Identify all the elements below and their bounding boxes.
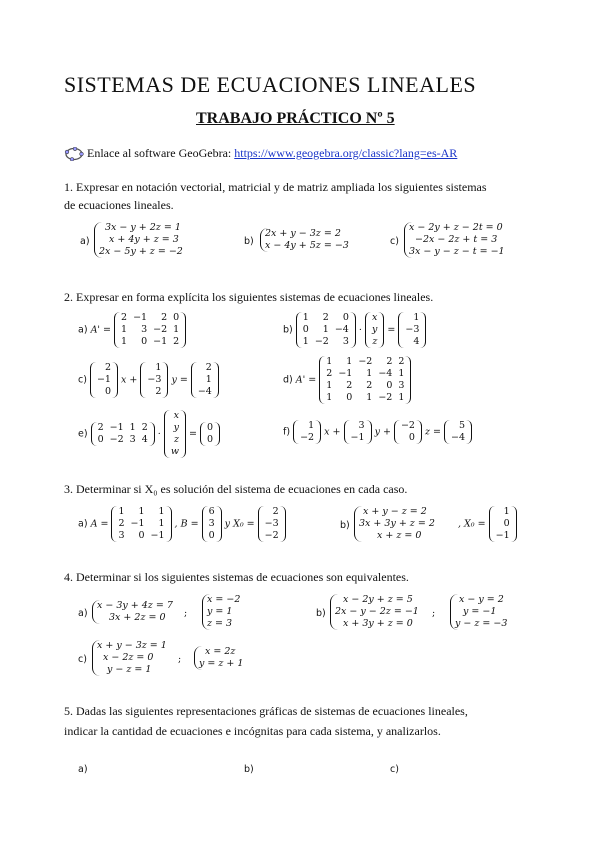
matrix-row	[369, 312, 380, 324]
q4-b-system1	[330, 594, 419, 630]
matrix-cell: 0	[207, 434, 214, 445]
matrix-cell: 1	[322, 324, 329, 335]
q3-a-vector-X0	[258, 506, 286, 542]
matrix-cell: 1	[308, 420, 315, 431]
matrix-row	[144, 386, 164, 398]
matrix-cell: 0	[104, 386, 111, 397]
q1-b-system	[260, 228, 349, 252]
matrix-row	[115, 506, 167, 518]
geogebra-icon	[64, 147, 84, 161]
matrix-row	[204, 422, 216, 434]
matrix-cell: −1	[338, 368, 353, 379]
equation: x − 3y + 4z = 7	[97, 600, 173, 611]
q2-f-label: f)	[283, 426, 291, 438]
q2-a-lhs: A' =	[90, 324, 112, 336]
matrix-cell: 4	[141, 434, 148, 445]
q2-a-label: a)	[78, 324, 88, 336]
q2-b-rhs	[398, 312, 426, 348]
q2-c-v3	[191, 362, 219, 398]
q2-c-v2	[140, 362, 168, 398]
q4-text: 4. Determinar si los siguientes sistemas de ecuaciones son equivalentes.	[64, 570, 409, 584]
matrix-cell: 1	[398, 368, 405, 379]
matrix-row	[195, 386, 215, 398]
matrix-row	[369, 324, 380, 336]
q3-b-system	[354, 506, 435, 542]
matrix-cell: 1	[326, 356, 333, 367]
matrix-cell: 0	[408, 432, 415, 443]
q2-f-v4	[444, 420, 472, 444]
matrix-cell: −2	[300, 432, 315, 443]
matrix-row	[118, 324, 182, 336]
matrix-cell: 2	[104, 362, 111, 373]
separator: ;	[178, 654, 182, 665]
page-subtitle: TRABAJO PRÁCTICO Nº 5	[196, 110, 395, 127]
q2-c-x: x +	[121, 374, 138, 386]
q3-a-B: , B =	[174, 518, 199, 530]
q1-a-system	[94, 222, 183, 258]
q1-b-label: b)	[244, 236, 254, 247]
matrix-cell: 3	[208, 518, 215, 529]
matrix-cell: 1	[158, 506, 165, 517]
matrix-cell: 3	[342, 336, 349, 347]
separator: ;	[184, 608, 188, 619]
matrix-cell: 1	[155, 362, 162, 373]
q2-e-label: e)	[78, 428, 88, 440]
matrix-cell: −2	[358, 356, 373, 367]
equation: y = 1	[207, 606, 233, 617]
matrix-cell: −4	[334, 324, 349, 335]
matrix-row	[94, 374, 114, 386]
q4-a-system1	[92, 600, 173, 624]
q5-label-c: c)	[390, 764, 399, 775]
q3-a-label: a)	[78, 518, 88, 530]
q2-e-rhs	[200, 422, 220, 446]
matrix-row	[398, 432, 418, 444]
equation: 2x + y − 3z = 2	[265, 228, 341, 239]
matrix-cell: 1	[366, 368, 373, 379]
matrix-row	[493, 518, 513, 530]
matrix-cell: 2	[141, 422, 148, 433]
matrix-row	[95, 422, 151, 434]
matrix-cell: −2	[378, 392, 393, 403]
q2-f-v1	[293, 420, 321, 444]
q2-f-y: y +	[374, 426, 391, 438]
dot-operator: ·	[358, 324, 362, 336]
matrix-row	[323, 392, 407, 404]
matrix-cell: 1	[346, 356, 353, 367]
matrix-cell: −1	[350, 432, 365, 443]
matrix-cell: −2	[153, 324, 168, 335]
matrix-cell: 3	[358, 420, 365, 431]
matrix-row	[168, 410, 182, 422]
matrix-cell: 2	[121, 312, 128, 323]
q2-f-x: x +	[324, 426, 341, 438]
matrix-row	[493, 530, 513, 542]
q2-d-label: d)	[283, 374, 293, 386]
equation: 3x + 3y + z = 2	[359, 518, 435, 529]
matrix-cell: 3	[118, 530, 125, 541]
matrix-cell: −4	[197, 386, 212, 397]
matrix-cell: −3	[405, 324, 420, 335]
equation: x − y = 2	[459, 594, 504, 605]
matrix-row	[448, 420, 468, 432]
equation: 2x − y − 2z = −1	[335, 606, 419, 617]
matrix-cell: −2	[264, 530, 279, 541]
matrix-cell: 0	[207, 422, 214, 433]
matrix-cell: 0	[346, 392, 353, 403]
matrix-cell: 2	[346, 380, 353, 391]
matrix-cell: 1	[503, 506, 510, 517]
matrix-cell: 2	[173, 336, 180, 347]
equation: 3x + 2z = 0	[109, 612, 166, 623]
equals-sign: =	[387, 324, 396, 336]
matrix-cell: −1	[495, 530, 510, 541]
matrix-row	[168, 434, 182, 446]
matrix-cell: −4	[451, 432, 466, 443]
q2-d-lhs: A' =	[295, 374, 317, 386]
matrix-row	[115, 518, 167, 530]
matrix-cell: 1	[121, 336, 128, 347]
matrix-cell: 0	[173, 312, 180, 323]
matrix-cell: 2	[118, 518, 125, 529]
matrix-row	[262, 530, 282, 542]
q1-a-label: a)	[80, 236, 90, 247]
matrix-cell: 2	[97, 422, 104, 433]
matrix-cell: −1	[153, 336, 168, 347]
equation: x − 2z = 0	[103, 652, 154, 663]
matrix-cell: y	[173, 422, 179, 433]
q2-d-matrix	[319, 356, 411, 404]
matrix-row	[262, 518, 282, 530]
matrix-cell: 1	[398, 392, 405, 403]
matrix-row	[115, 530, 167, 542]
q3-b-label: b)	[340, 520, 350, 531]
matrix-cell: 1	[302, 336, 309, 347]
matrix-row	[168, 446, 182, 458]
matrix-row	[204, 434, 216, 446]
q2-text: 2. Expresar en forma explícita los siguientes sistemas de ecuaciones lineales.	[64, 290, 434, 304]
equation: x + 4y + z = 3	[109, 234, 179, 245]
matrix-cell: 0	[386, 380, 393, 391]
matrix-row	[144, 374, 164, 386]
q2-e	[78, 410, 220, 458]
matrix-cell: 2	[155, 386, 162, 397]
equation: y − z = −3	[455, 618, 508, 629]
geogebra-link-line	[64, 146, 457, 161]
equation: x = 2z	[205, 646, 236, 657]
q5-text-line2: indicar la cantidad de ecuaciones e incógnitas para cada sistema, y analizarlos.	[64, 724, 441, 738]
matrix-row	[300, 312, 352, 324]
matrix-cell: x	[173, 410, 179, 421]
matrix-cell: 0	[503, 518, 510, 529]
link-label: Enlace al software GeoGebra:	[87, 146, 232, 160]
matrix-cell: z	[173, 434, 179, 445]
matrix-cell: 6	[208, 506, 215, 517]
q4-c-system1	[92, 640, 167, 676]
matrix-cell: 2	[326, 368, 333, 379]
q2-d	[283, 356, 411, 404]
q1-text-line2: de ecuaciones lineales.	[64, 198, 174, 212]
matrix-row	[297, 420, 317, 432]
matrix-row	[402, 312, 422, 324]
matrix-cell: 0	[141, 336, 148, 347]
q2-b	[283, 312, 426, 348]
matrix-cell: 2	[205, 362, 212, 373]
matrix-row	[348, 420, 368, 432]
q3-a-vector-B	[202, 506, 222, 542]
geogebra-link[interactable]: https://www.geogebra.org/classic?lang=es-AR	[234, 146, 458, 160]
equation: x − 2y + z − 2t = 0	[409, 222, 503, 233]
q5-label-b: b)	[244, 764, 254, 775]
matrix-cell: 3	[129, 434, 136, 445]
page-title: SISTEMAS DE ECUACIONES LINEALES	[64, 72, 477, 97]
matrix-cell: −1	[133, 312, 148, 323]
equation: x − 4y + 5z = −3	[265, 240, 349, 251]
matrix-cell: z	[372, 336, 378, 347]
q4-a-system2	[202, 594, 240, 630]
matrix-row	[369, 336, 380, 348]
matrix-row	[206, 506, 218, 518]
q4-b-system2	[450, 594, 507, 630]
q1-text-line1: 1. Expresar en notación vectorial, matricial y de matriz ampliada los siguientes sistemas	[64, 180, 487, 194]
q3-b-x0	[458, 506, 517, 542]
matrix-cell: 1	[118, 506, 125, 517]
q3-b-vector-X0	[489, 506, 517, 542]
equation: x + z = 0	[377, 530, 422, 541]
matrix-row	[300, 336, 352, 348]
matrix-cell: x	[371, 312, 378, 323]
matrix-cell: 5	[459, 420, 466, 431]
q3-text: 3. Determinar si X₀ es solución del sistema de ecuaciones en cada caso.	[64, 482, 408, 496]
equation: 3x − y − z − t = −1	[409, 246, 505, 257]
matrix-row	[262, 506, 282, 518]
equation: y = z + 1	[199, 658, 244, 669]
matrix-row	[402, 336, 422, 348]
q2-b-matrix	[296, 312, 356, 348]
matrix-row	[297, 432, 317, 444]
matrix-row	[323, 380, 407, 392]
matrix-cell: 1	[326, 380, 333, 391]
matrix-cell: 1	[129, 422, 136, 433]
matrix-row	[448, 432, 468, 444]
matrix-row	[94, 386, 114, 398]
matrix-cell: −3	[147, 374, 162, 385]
matrix-cell: 0	[302, 324, 309, 335]
matrix-row	[195, 374, 215, 386]
matrix-cell: 0	[138, 530, 145, 541]
q3-b-X0: , X₀ =	[458, 518, 486, 530]
matrix-row	[144, 362, 164, 374]
q2-c-v1	[90, 362, 118, 398]
equation: z = 3	[207, 618, 233, 629]
matrix-cell: 2	[398, 356, 405, 367]
matrix-cell: 1	[366, 392, 373, 403]
q2-b-label: b)	[283, 324, 293, 336]
matrix-cell: 0	[342, 312, 349, 323]
q4-a-label: a)	[78, 608, 88, 619]
q2-f-z: z =	[425, 426, 441, 438]
matrix-row	[168, 422, 182, 434]
q4-c-label: c)	[78, 654, 87, 665]
matrix-cell: −1	[96, 374, 111, 385]
matrix-cell: −1	[130, 518, 145, 529]
q4-b-label: b)	[316, 608, 326, 619]
matrix-row	[493, 506, 513, 518]
q4-c-system2	[194, 646, 243, 670]
q2-c	[78, 362, 219, 398]
q3-a-A: A =	[90, 518, 109, 530]
matrix-cell: 0	[97, 434, 104, 445]
matrix-cell: 2	[272, 506, 279, 517]
q2-c-label: c)	[78, 374, 87, 386]
matrix-cell: 3	[398, 380, 405, 391]
matrix-cell: −2	[109, 434, 124, 445]
matrix-row	[95, 434, 151, 446]
matrix-row	[206, 530, 218, 542]
q5-label-a: a)	[78, 764, 88, 775]
matrix-cell: 1	[326, 392, 333, 403]
q2-f-v2	[344, 420, 372, 444]
matrix-cell: −3	[264, 518, 279, 529]
q1-c-label: c)	[390, 236, 399, 247]
matrix-row	[323, 368, 407, 380]
matrix-row	[402, 324, 422, 336]
equation: y = −1	[463, 606, 497, 617]
matrix-cell: 1	[121, 324, 128, 335]
equation: 2x − 5y + z = −2	[99, 246, 183, 257]
matrix-row	[398, 420, 418, 432]
matrix-row	[348, 432, 368, 444]
matrix-row	[323, 356, 407, 368]
matrix-cell: −2	[400, 420, 415, 431]
q3-a	[78, 506, 286, 542]
q2-c-y: y =	[171, 374, 188, 386]
matrix-cell: 0	[208, 530, 215, 541]
matrix-cell: −2	[314, 336, 329, 347]
equals-sign: =	[189, 428, 197, 440]
q5-text-line1: 5. Dadas las siguientes representaciones gráficas de sistemas de ecuaciones lineales,	[64, 704, 468, 718]
matrix-cell: 2	[386, 356, 393, 367]
matrix-cell: 1	[413, 312, 420, 323]
q2-b-vars	[365, 312, 384, 348]
equation: x = −2	[207, 594, 241, 605]
matrix-row	[300, 324, 352, 336]
matrix-cell: 1	[205, 374, 212, 385]
matrix-cell: 1	[173, 324, 180, 335]
equation: x + y − z = 2	[363, 506, 427, 517]
matrix-cell: −4	[378, 368, 393, 379]
q2-a	[78, 312, 186, 348]
q3-a-y: y	[224, 518, 231, 530]
matrix-row	[94, 362, 114, 374]
matrix-row	[195, 362, 215, 374]
matrix-cell: −1	[109, 422, 124, 433]
q2-f-v3	[394, 420, 422, 444]
q1-c-system	[404, 222, 505, 258]
matrix-cell: 3	[141, 324, 148, 335]
q2-e-vars	[164, 410, 186, 458]
equation: y − z = 1	[107, 664, 152, 675]
matrix-cell: 1	[302, 312, 309, 323]
matrix-row	[206, 518, 218, 530]
matrix-cell: −1	[150, 530, 165, 541]
matrix-row	[118, 312, 182, 324]
matrix-row	[118, 336, 182, 348]
equation: −2x − 2z + t = 3	[415, 234, 498, 245]
matrix-cell: y	[371, 324, 378, 335]
separator: ;	[432, 608, 436, 619]
equation: 3x − y + 2z = 1	[105, 222, 181, 233]
equation: x − 2y + z = 5	[343, 594, 413, 605]
q2-a-matrix	[114, 312, 186, 348]
equation: x + 3y + z = 0	[343, 618, 413, 629]
dot-operator: ·	[157, 428, 161, 440]
q2-f	[283, 420, 472, 444]
matrix-cell: 4	[413, 336, 420, 347]
matrix-cell: 2	[322, 312, 329, 323]
matrix-cell: 1	[158, 518, 165, 529]
matrix-cell: 1	[138, 506, 145, 517]
q2-e-matrix	[91, 422, 155, 446]
q3-a-matrix-A	[111, 506, 171, 542]
equation: x + y − 3z = 1	[97, 640, 167, 651]
matrix-cell: 2	[366, 380, 373, 391]
matrix-cell: w	[170, 446, 179, 457]
matrix-cell: 2	[161, 312, 168, 323]
q3-a-X0: X₀ =	[233, 518, 255, 530]
